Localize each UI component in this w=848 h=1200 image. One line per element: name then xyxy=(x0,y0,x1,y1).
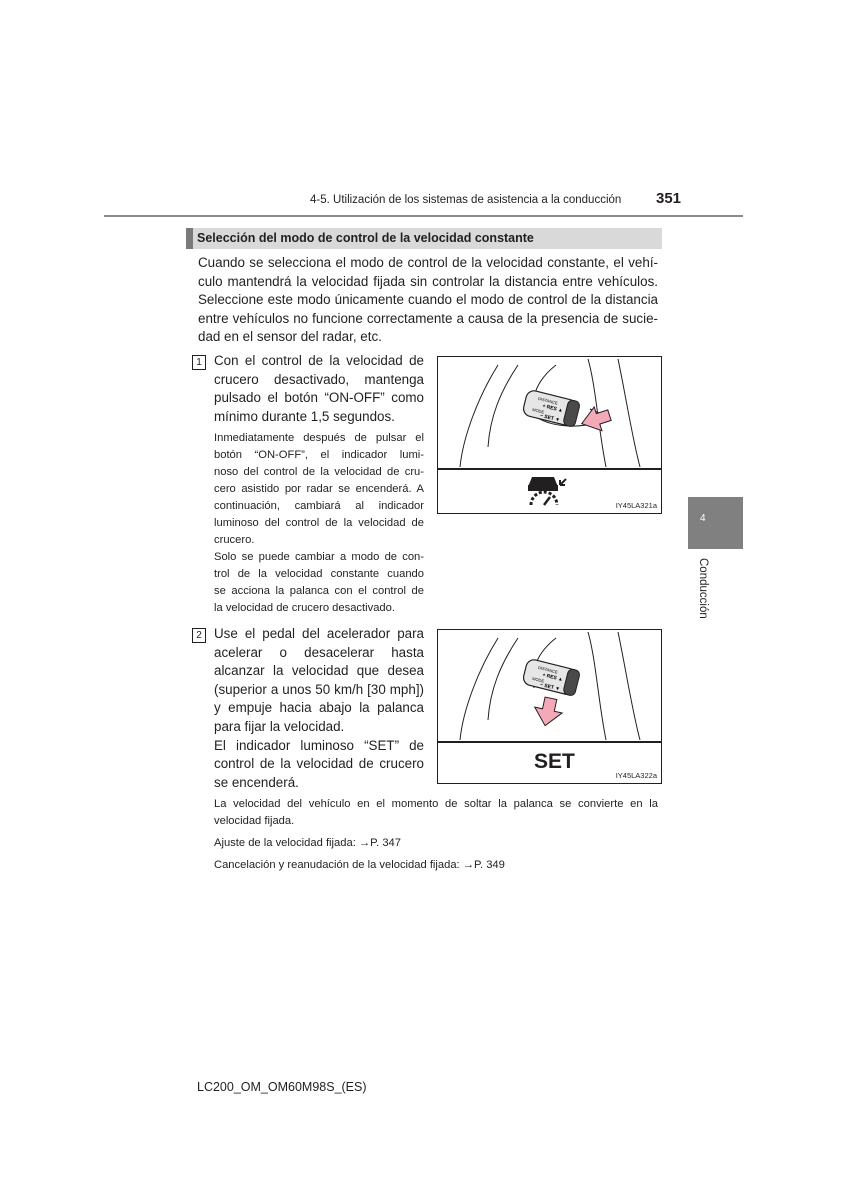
cancel-reference: Cancelación y reanudación de la velocidad fijada: →P. 349 xyxy=(214,859,505,871)
section-heading-title: Selección del modo de control de la velocidad constante xyxy=(197,231,534,245)
step-2-line: se encenderá. xyxy=(214,774,299,790)
header-rule xyxy=(104,215,743,217)
intro-paragraph xyxy=(198,254,658,347)
section-heading-accent xyxy=(186,228,193,249)
svg-text:− SET ▼: − SET ▼ xyxy=(539,412,561,424)
step-1-note-line: crucero. xyxy=(214,534,255,546)
lever-illustration-2 xyxy=(438,630,661,740)
step-1-note-line: Inmediatamente después de pulsar el xyxy=(214,432,424,444)
step-2-text xyxy=(214,625,424,792)
figure-2-divider xyxy=(438,741,661,743)
step-1-note-line: luminoso del control de la velocidad de xyxy=(214,517,424,529)
svg-text:MODE: MODE xyxy=(531,406,545,415)
figure-1-divider xyxy=(438,468,661,470)
step-1-text xyxy=(214,352,424,426)
svg-text:DISTANCE: DISTANCE xyxy=(537,664,559,675)
step-1-note-line: la velocidad de crucero desactivado. xyxy=(214,602,395,614)
step-1-note-line: Solo se puede cambiar a modo de con- xyxy=(214,551,424,563)
intro-line: Cuando se selecciona el modo de control de la velocidad constante, el vehí- xyxy=(198,255,658,270)
set-indicator-label: SET xyxy=(534,750,575,773)
lever-illustration-1 xyxy=(438,357,661,467)
chapter-tab-number: 4 xyxy=(700,513,706,524)
intro-line: culo mantendrá la velocidad fijada sin controlar la distancia entre vehículos. xyxy=(198,273,658,289)
figure-1 xyxy=(437,356,662,514)
release-note xyxy=(214,796,658,830)
pink-arrow-icon xyxy=(578,403,613,436)
step-2-line: y empuje hacia abajo la palanca xyxy=(214,700,424,716)
svg-text:+ RES ▲: + RES ▲ xyxy=(541,403,564,415)
figure-2-code: IY45LA322a xyxy=(615,771,657,780)
step-1-note-line: trol de la velocidad constante cuando xyxy=(214,568,424,580)
release-note-line: La velocidad del vehículo en el momento de soltar la palanca se convierte en la xyxy=(214,798,658,810)
chapter-tab xyxy=(688,497,743,549)
figure-2 xyxy=(437,629,662,784)
svg-text:− SET ▼: − SET ▼ xyxy=(539,681,561,693)
step-1-note-line: continuación, cambiará al indicador xyxy=(214,500,424,512)
cruise-control-indicator-icon xyxy=(526,475,572,509)
page-number: 351 xyxy=(656,190,682,207)
step-1-line: Con el control de la velocidad de xyxy=(214,353,424,368)
svg-text:MODE: MODE xyxy=(531,675,545,684)
running-header: 4-5. Utilización de los sistemas de asistencia a la conducción xyxy=(310,194,622,206)
step-1-badge: 1 xyxy=(192,355,206,370)
figure-1-code: IY45LA321a xyxy=(615,501,657,510)
step-1-note-line: botón “ON-OFF”, el indicador lumi- xyxy=(214,449,424,461)
step-1-line: pulsado el botón “ON-OFF” como xyxy=(214,390,424,406)
intro-line: Seleccione este modo únicamente cuando el modo de control de la distancia xyxy=(198,292,658,308)
step-1-note-line: se acciona la palanca con el control de xyxy=(214,585,424,597)
footer-doc-id: LC200_OM_OM60M98S_(ES) xyxy=(197,1080,367,1094)
step-2-line: (superior a unos 50 km/h [30 mph]) xyxy=(214,681,424,697)
step-1-note-line: cero asistido por radar se encenderá. A xyxy=(214,483,424,495)
step-1-line: crucero desactivado, mantenga xyxy=(214,371,424,387)
step-2-line: alcanzar la velocidad que desea xyxy=(214,663,424,679)
release-note-line: velocidad fijada. xyxy=(214,815,295,827)
pink-arrow-icon xyxy=(531,695,564,728)
svg-text:+ RES ▲: + RES ▲ xyxy=(541,672,564,684)
adjust-reference: Ajuste de la velocidad fijada: →P. 347 xyxy=(214,837,401,849)
step-2-line: control de la velocidad de crucero xyxy=(214,756,424,772)
intro-line: entre vehículos no funcione correctamente a causa de la presencia de sucie- xyxy=(198,310,658,326)
step-1-note-line: noso del control de la velocidad de cru- xyxy=(214,466,424,478)
chapter-tab-label: Conducción xyxy=(697,558,709,619)
step-1-note xyxy=(214,430,424,617)
intro-line: dad en el sensor del radar, etc. xyxy=(198,329,382,345)
step-2-line: Use el pedal del acelerador para xyxy=(214,626,424,641)
step-1-line: mínimo durante 1,5 segundos. xyxy=(214,408,395,424)
step-2-badge: 2 xyxy=(192,628,206,643)
step-2-line: El indicador luminoso “SET” de xyxy=(214,737,424,753)
step-2-line: para fijar la velocidad. xyxy=(214,718,345,734)
section-heading xyxy=(186,228,662,249)
step-2-line: acelerar o desacelerar hasta xyxy=(214,644,424,660)
svg-text:DISTANCE: DISTANCE xyxy=(537,395,559,406)
